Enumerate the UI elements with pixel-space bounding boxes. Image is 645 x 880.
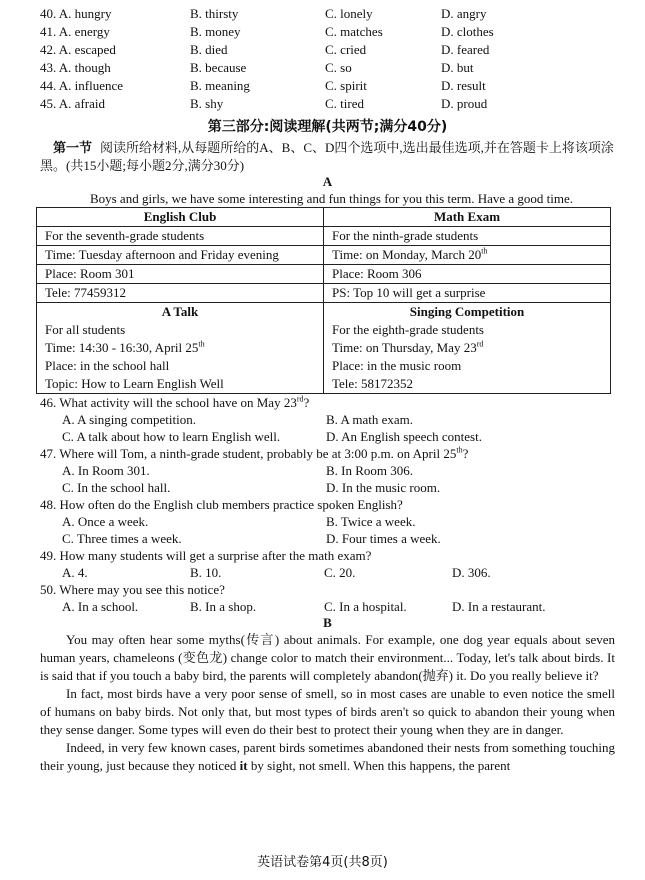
notice-singing-competition	[324, 303, 611, 394]
section-label: 第一节	[53, 141, 93, 156]
option-b: B. Twice a week.	[326, 514, 416, 529]
option-row-41	[40, 23, 615, 41]
option-row	[40, 411, 615, 428]
option-d: D. feared	[441, 42, 490, 57]
option-b: B. 10.	[190, 565, 222, 580]
option-row-45	[40, 95, 615, 113]
option-a: 41. A. energy	[40, 24, 110, 39]
option-row-40	[40, 5, 615, 23]
option-a: 44. A. influence	[40, 78, 124, 93]
option-a: A. 4.	[62, 565, 88, 580]
option-b: B. because	[190, 60, 247, 75]
question-stem: 47. Where will Tom, a ninth-grade student, probably be at 3:00 p.m. on April 25th?	[40, 445, 469, 461]
notice-line: For the eighth-grade students	[332, 322, 484, 337]
option-row	[40, 462, 615, 479]
option-row-42	[40, 41, 615, 59]
notice-line: Time: 14:30 - 16:30, April 25th	[45, 339, 205, 355]
option-a: 42. A. escaped	[40, 42, 116, 57]
notice-title: Singing Competition	[409, 304, 525, 319]
option-c: C. matches	[325, 24, 383, 39]
notice-line: Place: in the music room	[332, 358, 462, 373]
option-c: C. spirit	[325, 78, 367, 93]
option-row	[40, 530, 615, 547]
option-b: B. thirsty	[190, 6, 239, 21]
option-c: C. In the school hall.	[62, 480, 171, 495]
notice-line: Time: Tuesday afternoon and Friday evening	[37, 245, 323, 264]
question-stem: 50. Where may you see this notice?	[40, 582, 225, 597]
notice-line: For the seventh-grade students	[37, 226, 323, 245]
option-b: B. money	[190, 24, 241, 39]
option-row-44	[40, 77, 615, 95]
section-instructions: 第一节 阅读所给材料,从每题所给的A、B、C、D四个选项中,选出最佳选项,并在答题卡上将该项涂黑。(共15小题;每小题2分,满分30分)	[40, 140, 614, 173]
option-c: C. A talk about how to learn English well.	[62, 429, 281, 444]
option-d: D. result	[441, 78, 486, 93]
option-a: A. A singing competition.	[62, 412, 196, 427]
option-row	[40, 479, 615, 496]
notice-line: Tele: 77459312	[37, 283, 323, 302]
notice-line: For the ninth-grade students	[324, 226, 610, 245]
section-title: 第三部分:阅读理解(共两节;满分40分)	[207, 119, 448, 135]
option-a: 40. A. hungry	[40, 6, 112, 21]
option-d: D. proud	[441, 96, 488, 111]
emphasized-word: it	[239, 758, 248, 773]
notice-title: Math Exam	[433, 209, 501, 224]
option-d: D. In the music room.	[326, 480, 441, 495]
question-stem: 46. What activity will the school have on May 23rd?	[40, 394, 310, 410]
option-row	[40, 598, 615, 615]
passage-a-intro: Boys and girls, we have some interesting and fun things for you this term. Have a good time.	[89, 191, 574, 206]
option-d: D. but	[441, 60, 474, 75]
option-c: C. cried	[325, 42, 367, 57]
option-c: C. tired	[325, 96, 364, 111]
passage-b-letter: B	[323, 615, 332, 630]
notice-title: A Talk	[161, 304, 199, 319]
option-c: C. so	[325, 60, 352, 75]
question-stem: 49. How many students will get a surprise after the math exam?	[40, 548, 372, 563]
option-d: D. Four times a week.	[326, 531, 441, 546]
notice-line: Place: Room 306	[324, 264, 610, 283]
passage-b-paragraph-2: In fact, most birds have a very poor sense of smell, so in most cases are unable to even notice the smell of humans on baby birds. Not only that, but most types of birds aren't so quick to abandon their young when they sense danger. Some types will even do their best to protect their young when they are in danger.	[40, 686, 615, 737]
option-c: C. lonely	[325, 6, 373, 21]
option-d: D. In a restaurant.	[452, 599, 546, 614]
notice-talk	[37, 303, 324, 394]
notice-board	[36, 207, 611, 394]
notice-line: PS: Top 10 will get a surprise	[324, 283, 610, 302]
option-d: D. An English speech contest.	[326, 429, 482, 444]
notice-line: Tele: 58172352	[332, 376, 414, 391]
option-d: D. 306.	[452, 565, 491, 580]
notice-line: Topic: How to Learn English Well	[45, 376, 224, 391]
notice-english-club	[37, 208, 324, 303]
notice-line: Place: Room 301	[37, 264, 323, 283]
option-a: A. In Room 301.	[62, 463, 150, 478]
notice-line: For all students	[45, 322, 126, 337]
page-footer: 英语试卷第4页(共8页)	[257, 855, 388, 870]
question-46	[40, 394, 615, 445]
question-50	[40, 581, 615, 615]
question-49	[40, 547, 615, 581]
notice-line: Place: in the school hall	[45, 358, 170, 373]
option-row-43	[40, 59, 615, 77]
option-row	[40, 513, 615, 530]
option-b: B. shy	[190, 96, 224, 111]
option-c: C. 20.	[324, 565, 356, 580]
option-row	[40, 564, 615, 581]
question-48	[40, 496, 615, 547]
option-b: B. meaning	[190, 78, 250, 93]
question-stem: 48. How often do the English club members practice spoken English?	[40, 497, 403, 512]
option-a: A. Once a week.	[62, 514, 149, 529]
option-a: 43. A. though	[40, 60, 111, 75]
option-row	[40, 428, 615, 445]
option-b: B. A math exam.	[326, 412, 414, 427]
notice-line: Time: on Monday, March 20th	[324, 245, 610, 264]
option-b: B. In Room 306.	[326, 463, 414, 478]
passage-b-paragraph-1: You may often hear some myths(传言) about animals. For example, one dog year equals about seven human years, chameleons (变色龙) change color to match their environment... Today, let's talk about birds. It is said that if you touch a baby bird, the parents will completely abandon(抛弃) it. Do you really believe it?	[40, 632, 615, 683]
notice-line: Time: on Thursday, May 23rd	[332, 339, 484, 355]
notice-math-exam	[324, 208, 611, 303]
option-d: D. clothes	[441, 24, 494, 39]
option-b: B. died	[190, 42, 228, 57]
notice-title: English Club	[143, 209, 217, 224]
option-d: D. angry	[441, 6, 487, 21]
cloze-options	[40, 0, 615, 113]
question-47	[40, 445, 615, 496]
option-c: C. Three times a week.	[62, 531, 182, 546]
option-b: B. In a shop.	[190, 599, 257, 614]
passage-b-paragraph-3: Indeed, in very few known cases, parent birds sometimes abandoned their nests from something touching their young, just because they noticed it by sight, not smell. When this happens, the parent	[40, 740, 615, 773]
option-a: A. In a school.	[62, 599, 139, 614]
option-c: C. In a hospital.	[324, 599, 407, 614]
passage-a-letter: A	[322, 174, 333, 189]
option-a: 45. A. afraid	[40, 96, 105, 111]
